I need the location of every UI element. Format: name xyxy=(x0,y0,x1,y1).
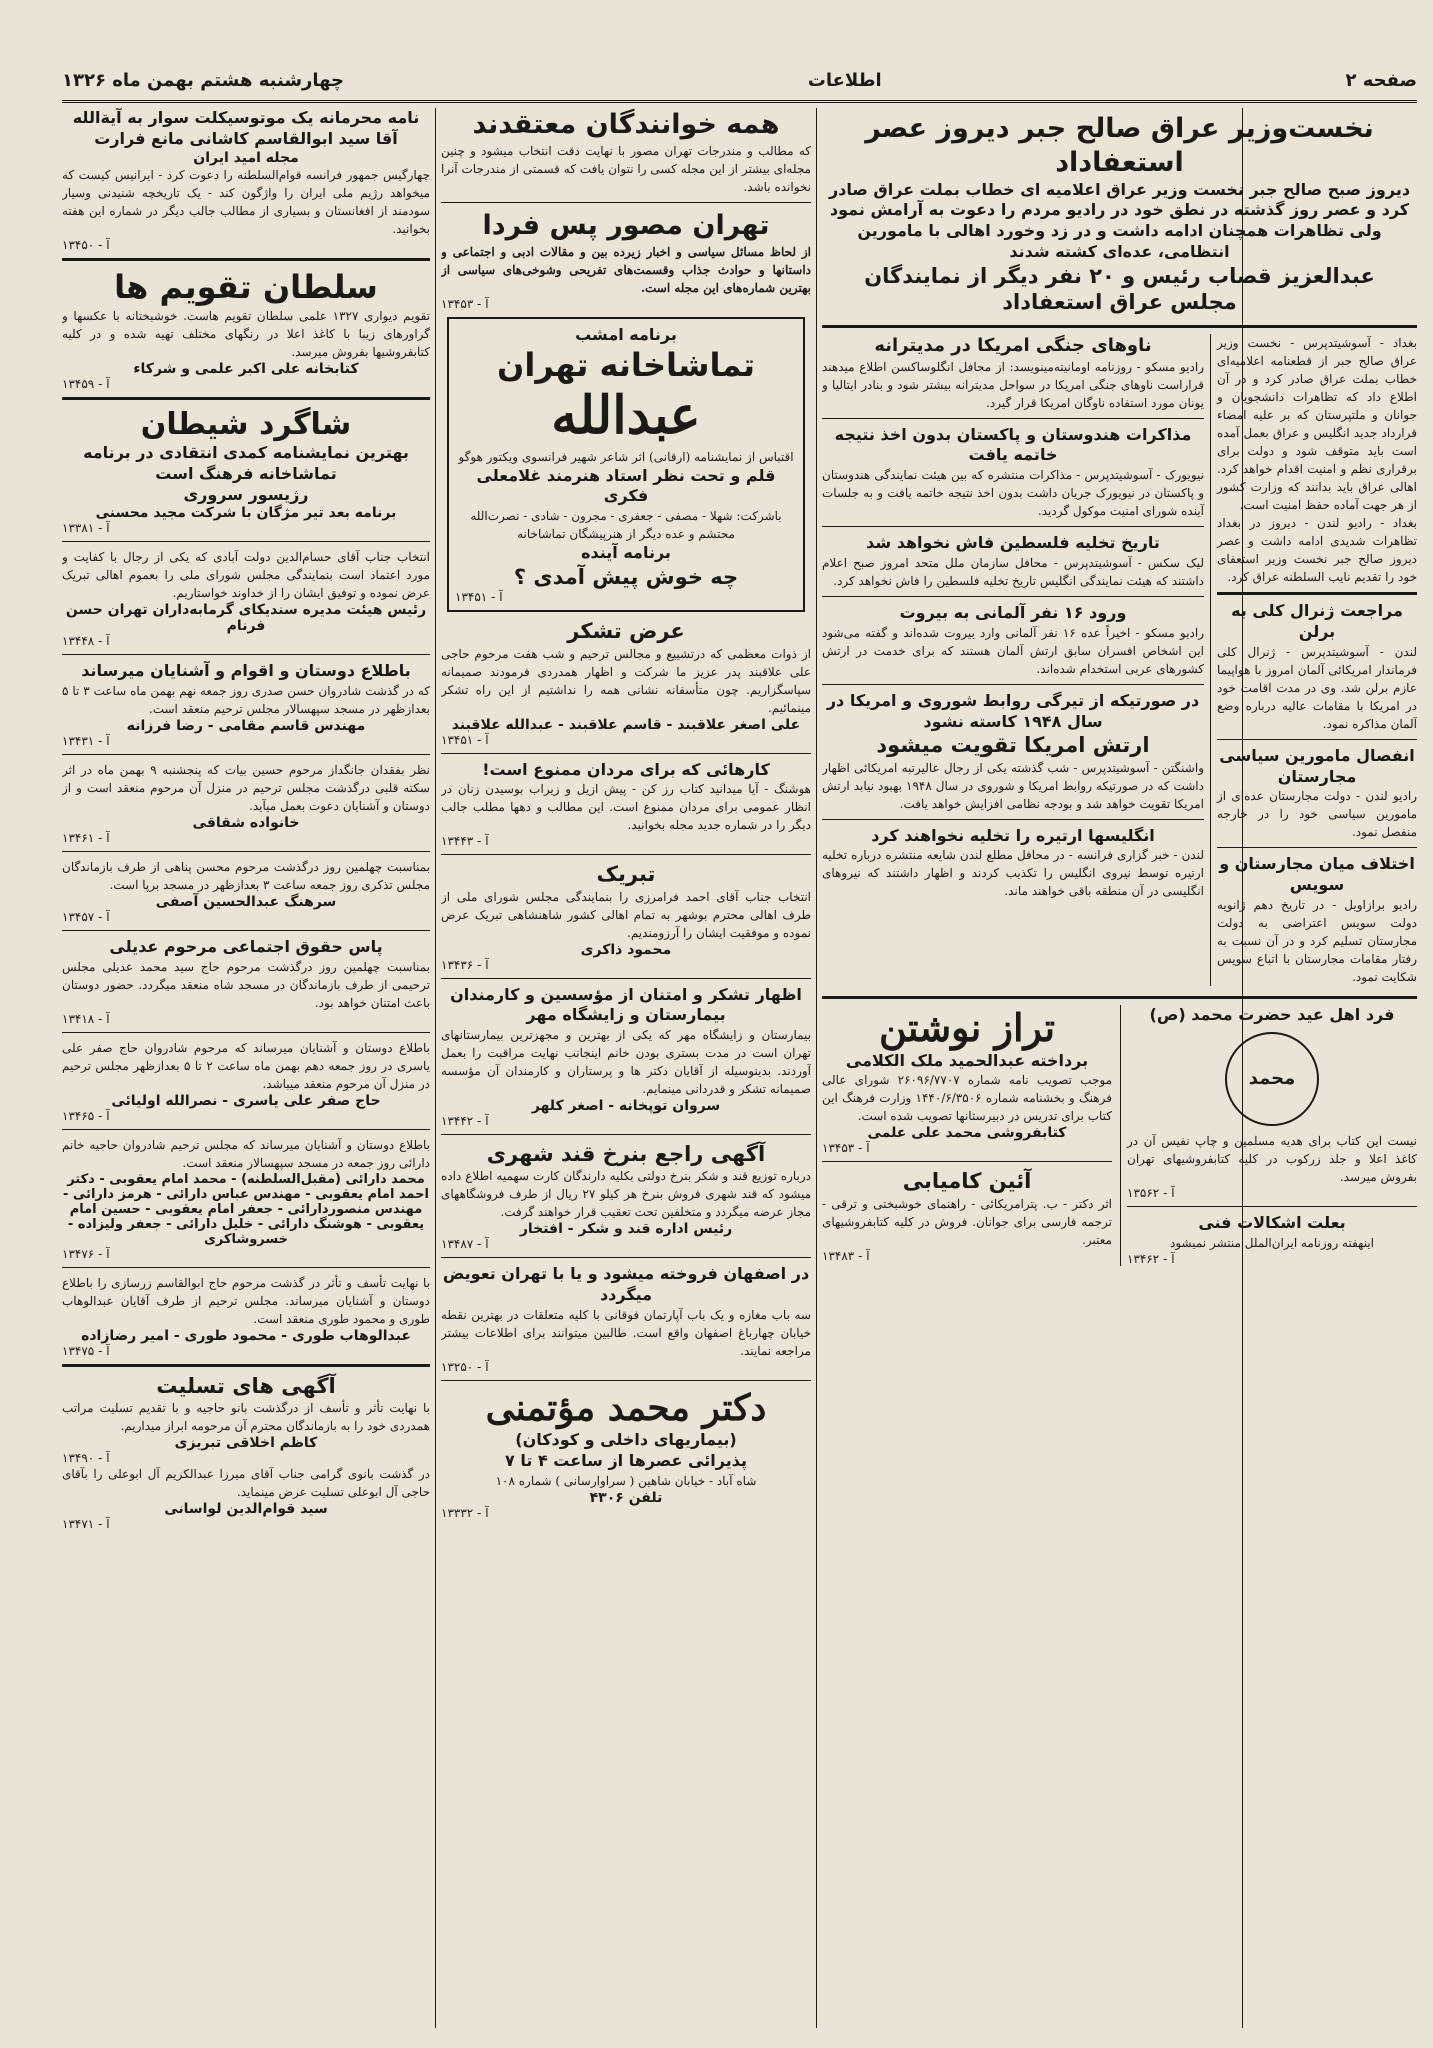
beirut-body: رادیو مسکو - اخیراً عده ۱۶ نفر آلمانی وارد بیروت شده‌اند و گفته می‌شود این اشخاص افسران سابق ارتش آلمان هستند که برای خدمت در ارتش کشورهای عربی استخدام شده‌اند. xyxy=(822,625,1205,676)
election-body: انتخاب جناب آقای حسام‌الدین دولت آبادی که یکی از رجال با کفایت و مورد اعتماد است بنمایندگی مجلس شورای ملی را بعموم اهالی تبریک عرض نموده و توفیق ایشان را از خداوند خواستاریم. xyxy=(62,550,430,601)
palestine-title: تاریخ تخلیه فلسطین فاش نخواهد شد xyxy=(866,533,1160,553)
magazine-code: آ - ۱۳۴۵۳ xyxy=(441,296,489,311)
thanks-code: آ - ۱۳۴۵۱ xyxy=(441,732,489,747)
ad2-body: نیست این کتاب برای هدیه مسلمین و چاپ نفیس آن در کاغذ اعلا و جلد زرکوب در کلیه کتابفروشیهای تهران بفروش میرسد. xyxy=(1127,1133,1417,1184)
condolence-title: آگهی های تسلیت xyxy=(156,1374,336,1399)
left-column xyxy=(62,108,430,2028)
ad-book-seal xyxy=(1120,1005,1417,1266)
ad1-subtitle: برداخته عبدالحمید ملک الکلامی xyxy=(845,1050,1089,1070)
page-number: صفحه ۲ xyxy=(1345,69,1417,91)
ad3-body: اثر دکتر - ب. پترامریکائی - راهنمای خوشبختی و ترقی - ترجمه فارسی برای جوانان. فروش در کلیه کتابفروشیهای معتبر. xyxy=(822,1196,1112,1247)
beirut-title: ورود ۱۶ نفر آلمانی به بیروت xyxy=(899,602,1127,622)
theatre-credits: اقتباس از نمایشنامه (ارقانی) اثر شاعر شهیر فرانسوی ویکتور هوگو xyxy=(458,449,794,464)
army-subheadline: در صورتیکه از تیرگی روابط شوروی و امریکا در سال ۱۹۴۸ کاسته نشود xyxy=(826,690,1200,731)
column-rule xyxy=(435,108,436,2028)
congrats-body: انتخاب جناب آقای احمد فرامرزی را بنمایندگی مجلس شورای ملی از طرف اهالی محترم بوشهر به تمام اهالی کشور شاهنشاهی تبریک عرض نموده و موفقیت ایشان را آرزومندیم. xyxy=(441,889,811,940)
diplomats-title: انفصال مامورین سیاسی مجارستان xyxy=(1219,745,1415,786)
notice5-code: آ - ۱۳۴۶۵ xyxy=(62,1109,110,1124)
notice2-signer: خانواده شقاقی xyxy=(192,815,300,832)
notice1-body: که در گذشت شادروان حسن صدری روز جمعه نهم بهمن ماه ساعت ۳ تا ۵ بعدازظهر در مسجد سپهسالار مجلس ترحیم منعقد است. xyxy=(62,684,430,717)
army-body: واشنگتن - آسوشیتدپرس - شب گذشته یکی از رجال عالیرتبه امریکائی اظهار داشت که در صورتیکه روابط امریکا و شوروی در سال ۱۹۴۸ بهبود نیابد ارتش امریکا تقویت خواهد شد و بودجه نظامی افزایش خواهد یافت. xyxy=(822,760,1204,811)
notice5-signer: حاج صفر علی یاسری - نصرالله اولیائی xyxy=(111,1093,381,1110)
notice6-signers: محمد دارائی (مقبل‌السلطنه) - محمد امام یعقوبی - دکتر احمد امام یعقوبی - مهندس عباس دارائی - هرمز دارائی - مهندس منصوردارائی - جعفر امام یعقوبی - حسین امام یعقوبی - هوشنگ دارائی - خلیل دارائی - جعفر ولیزاده - خسروشاکری xyxy=(63,1172,429,1248)
hospital-signer: سروان توپخانه - اصغر کلهر xyxy=(531,1098,721,1115)
thanks-body: از ذوات معظمی که درتشییع و مجالس ترحیم و شب هفت مرحوم حاجی علی علاقبند پدر عزیز ما شرکت و اظهار همدردی فرمودند صمیمانه سپاسگزاریم. چون متأسفانه نشانی همه را نداشتیم از این راه تشکر مینمائیم. xyxy=(441,646,811,715)
notice6-code: آ - ۱۳۴۷۶ xyxy=(62,1247,110,1262)
doctor-code: آ - ۱۳۳۳۲ xyxy=(441,1505,489,1520)
letter-body: چهارگیس جمهور فرانسه قوام‌السلطنه را دعوت کرد - ایرانیس کیست که میخواهد رژیم ملی ایران را واژگون کند - یک تاریخچه شنیدنی وسیار سودمند از افغانستان و بسیاری از مطالب جالب دیگر در شماره این هفته بخوانید. xyxy=(62,167,430,236)
hospital-title: اظهار تشکر و امتنان از مؤسسین و کارمندان بیمارستان و زایشگاه مهر xyxy=(450,984,802,1025)
issue-date: چهارشنبه هشتم بهمن ماه ۱۳۲۶ xyxy=(62,69,345,91)
warships-title: ناوهای جنگی امریکا در مدیترانه xyxy=(874,335,1152,357)
doctor-name: دکتر محمد مؤتمنی xyxy=(485,1387,767,1430)
condolence-body-1: با نهایت تأثر و تأسف از درگذشت بانو حاجیه و با تقدیم تسلیت مراتب همدردی خود را به بازماندگان محترم آن مرحومه ابراز میداریم. xyxy=(62,1401,430,1434)
notice4-code: آ - ۱۳۴۱۸ xyxy=(62,1012,110,1027)
hospital-body: بیمارستان و زایشگاه مهر که یکی از بهترین و مجهزترین بیمارستانهای تهران است در مدت بستری بودن خانم اینجانب نهایت مراقبت را بعمل آوردند. بدینوسیله از آقایان دکتر ها و پرستاران و کارمندان آن مؤسسه صمیمانه تشکر و قدردانی مینمایم. xyxy=(441,1028,811,1097)
center-headline: همه خوانندگان معتقدند xyxy=(472,109,780,140)
lead-headline: نخست‌وزیر عراق صالح جبر دیروز عصر استعفاداد xyxy=(865,113,1374,178)
calendar-signer: کتابخانه علی اکبر علمی و شرکاء xyxy=(133,360,359,377)
letter-note: مجله امید ایران xyxy=(193,149,299,166)
satan-director: رژیسور سروری xyxy=(183,484,309,504)
notice7-code: آ - ۱۳۴۷۵ xyxy=(62,1344,110,1359)
theatre-code: آ - ۱۳۴۵۱ xyxy=(455,590,503,605)
general-body: لندن - آسوشیتدپرس - ژنرال کلی فرماندار امریکائی آلمان امروز با هواپیما عازم برلن شد. وی در مدت اقامت خود در امریکا با مقامات عالیه درباره وضع آلمان مذاکره نمود. xyxy=(1217,644,1417,731)
isfahan-code: آ - ۱۳۲۵۰ xyxy=(441,1360,489,1375)
eritrea-title: انگلیسها ارتیره را تخلیه نخواهند کرد xyxy=(871,825,1155,845)
notice6-body: باطلاع دوستان و آشنایان میرساند که مجلس ترحیم شادروان حاجیه خانم دارائی روز جمعه در مسجد سپهسالار منعقد است. xyxy=(62,1138,430,1171)
ad1-body: موجب تصویب نامه شماره ۲۶۰۹۶/۷۷۰۷ شورای عالی فرهنگ و بخشنامه شماره ۱۴۴۰/۶/۳۵۰۶ وزارت فرهنگ این کتاب برای تدریس در دبیرستانها تصویب شده است. xyxy=(822,1073,1112,1124)
diplomats-body: رادیو لندن - دولت مجارستان عده‌ای از مامورین سیاسی خود را در خارجه منفصل نمود. xyxy=(1217,789,1417,840)
narrow-subcolumn xyxy=(1210,334,1417,986)
ad1-title: تراز نوشتن xyxy=(878,1004,1056,1050)
theatre-next: چه خوش پیش آمدی ؟ xyxy=(513,565,739,590)
notice7-signer: عبدالوهاب طوری - محمود طوری - امیر رضازاده xyxy=(81,1328,411,1345)
talks-title: مذاکرات هندوستان و پاکستان بدون اخذ نتیجه خاتمه یافت xyxy=(834,424,1192,465)
ad1-code: آ - ۱۳۴۵۳ xyxy=(822,1141,870,1156)
satan-cast: برنامه بعد تیر مژگان با شرکت مجید محسنی xyxy=(95,505,397,522)
notice3-signer: سرهنگ عبدالحسین آصفی xyxy=(155,894,337,911)
ad1-seller: کتابفروشی محمد علی علمی xyxy=(867,1125,1067,1142)
magazine-title: تهران مصور پس فردا xyxy=(482,209,770,241)
ad2-code: آ - ۱۳۵۶۲ xyxy=(1127,1185,1175,1200)
sugar-signer: رئیس اداره قند و شکر - افتخار xyxy=(519,1221,733,1238)
right-ads-row xyxy=(822,1005,1417,1266)
theatre-play: عبدالله xyxy=(551,385,701,447)
forbidden-title: کارهائی که برای مردان ممنوع است! xyxy=(482,759,770,779)
letter-code: آ - ۱۳۴۵۰ xyxy=(62,237,110,252)
ad4-title: بعلت اشکالات فنی xyxy=(1198,1212,1346,1232)
doctor-spec: (بیماریهای داخلی و کودکان) xyxy=(515,1430,737,1450)
condolence-signer-1: کاظم اخلاقی تبریزی xyxy=(174,1435,318,1452)
notice7-body: با نهایت تأسف و تأثر در گذشت مرحوم حاج ابوالقاسم زرسازی را باطلاع دوستان و آشنایان میرساند. مجلس ترحیم از طرف آقایان عبدالوهاب طوری و محمود طوری منعقد است. xyxy=(62,1276,430,1327)
theatre-director: قلم و تحت نظر استاد هنرمند غلامعلی فکری xyxy=(476,465,776,506)
doctor-hours: پذیرائی عصرها از ساعت ۴ تا ۷ xyxy=(505,1451,747,1471)
calendar-title: سلطان تقویم ها xyxy=(114,267,378,306)
center-column xyxy=(441,108,811,2028)
paper-name: اطلاعات xyxy=(807,69,882,91)
hospital-code: آ - ۱۳۴۴۲ xyxy=(441,1114,489,1129)
masthead xyxy=(62,60,1417,103)
talks-body: نیویورک - آسوشیتدپرس - مذاکرات منتشره که بین هیئت نمایندگی هندوستان و پاکستان در نیویورک جریان داشت بدون اخذ نتیجه خاتمه یافت و به جلسات آینده شورای امنیت موکول گردید. xyxy=(822,468,1204,519)
ad4-body: اینهفته روزنامه ایران‌الملل منتشر نمیشود xyxy=(1169,1235,1375,1250)
satan-code: آ - ۱۳۳۸۱ xyxy=(62,521,110,536)
notice4-title: پاس حقوق اجتماعی مرحوم عدیلی xyxy=(109,937,383,957)
eritrea-body: لندن - خبر گزاری فرانسه - در محافل مطلع لندن شایعه منتشره درباره تخلیه ارتیره توسط نیروی انگلیس را تکذیب کردند و اظهار داشتند که نیروهای انگلیسی در آن منطقه باقی خواهند ماند. xyxy=(822,848,1204,899)
swiss-body: رادیو برازاویل - در تاریخ دهم ژانویه دولت سویس اعتراضی به دولت مجارستان تسلیم کرد و در آن نسبت به رفتار مقامات مجارستان با اتباع سویس شکایت نمود. xyxy=(1217,897,1417,984)
satan-title: شاگرد شیطان xyxy=(140,406,352,442)
lead-subheadline-2: عبدالعزیز قصاب رئیس و ۲۰ نفر دیگر از نمایندگان مجلس عراق استعفاداد xyxy=(864,263,1375,314)
theatre-cast: باشرکت: شهلا - مصفی - جعفری - مجرون - شادی - نصرت‌الله محتشم و عده دیگر از هنرپیشگان تماشاخانه xyxy=(470,509,782,542)
theatre-name: تماشاخانه تهران xyxy=(497,346,755,385)
seal-emblem: محمد xyxy=(1225,1032,1319,1126)
center-intro: که مطالب و مندرجات تهران مصور با نهایت دقت انتخاب میشود و چنین مجله‌ای بیشتر از این مجله کسی را نتوان یافت که قسمتی از مندرجات آنرا نخوانده باشد. xyxy=(441,143,811,194)
condolence-code-2: آ - ۱۳۴۷۱ xyxy=(62,1517,110,1532)
swiss-title: اختلاف میان مجارستان و سویس xyxy=(1219,854,1415,895)
condolence-body-2: در گذشت بانوی گرامی جناب آقای میرزا عبدالکریم آل ابوعلی را بآقای حاجی آل ابوعلی تسلیت عرض مینماید. xyxy=(62,1467,430,1500)
isfahan-body: سه باب مغازه و یک باب آپارتمان فوقانی با کلیه متعلقات در بهترین نقطه خیابان چهارباغ اصفهان واقع است. طالبین میتوانند برای اطلاعات بیشتر مراجعه نمایند. xyxy=(441,1308,811,1359)
sugar-body: درباره توزیع قند و شکر بنرخ دولتی بکلیه دارندگان کارت سهمیه اطلاع داده میشود که قند شهری فروش بنرخ هر کیلو ۲۷ ریال از طرف فروشگاههای مجاز عرضه میگردد و متخلفین تحت تعقیب قرار خواهند گرفت. xyxy=(441,1169,811,1220)
thanks-signers: علی اصغر علاقبند - قاسم علاقبند - عبدالله علاقبند xyxy=(451,716,801,733)
congrats-code: آ - ۱۳۴۳۶ xyxy=(441,957,489,972)
ad2-title: فرد اهل عید حضرت محمد (ص) xyxy=(1149,1004,1395,1024)
election-signer: رئیس هیئت مدیره سندیکای گرمابه‌داران تهران حسن فرنام xyxy=(65,602,427,635)
doctor-address: شاه آباد - خیابان شاهین ( سراوارسانی ) شماره ۱۰۸ xyxy=(495,1473,757,1488)
palestine-body: لیک سکس - آسوشیتدپرس - محافل سازمان ملل متحد امروز صبح اعلام داشتند که هیئت نمایندگی انگلیس تاریخ تخلیه فلسطین را فاش نخواهد کرد. xyxy=(822,555,1204,588)
wide-subcolumn xyxy=(822,334,1204,986)
condolence-code-1: آ - ۱۳۴۹۰ xyxy=(62,1451,110,1466)
magazine-body: از لحاظ مسائل سیاسی و اخبار زیرده بین و مقالات ادبی و اجتماعی و داستانها و حوادث جذاب وقسمت‌های تفریحی وشوخی‌های سیاسی از بهترین شماره‌های این مجله است. xyxy=(441,244,811,295)
sugar-code: آ - ۱۳۴۸۷ xyxy=(441,1237,489,1252)
notice2-code: آ - ۱۳۴۶۱ xyxy=(62,831,110,846)
notice1-signer: مهندس قاسم مقامی - رضا فرزانه xyxy=(126,718,366,735)
lead-subheadline: دیروز صبح صالح جبر نخست وزیر عراق اعلامیه ای خطاب بملت عراق صادر کرد و عصر روز گذشته در نطق خود در رادیو مردم را دعوت به آرامش نمود ولی تظاهرات همچنان ادامه داشت و در زد وخورد اهالی با مامورین انتظامی، عده‌ای کشته شدند xyxy=(828,179,1411,261)
notice3-body: بمناسبت چهلمین روز درگذشت مرحوم محسن پناهی از طرف بازماندگان مجلس تذکری روز جمعه ساعت ۳ بعدازظهر در مسجد برپا است. xyxy=(62,860,430,893)
lead-body-2: بغداد - رادیو لندن - دیروز در بغداد تظاهرات شدیدی ادامه داشت و عصر دیروز صالح جبر نخست وزیر استعفای خود را تقدیم نایب السلطنه عراق کرد. xyxy=(1217,516,1417,585)
lead-article xyxy=(822,108,1417,319)
forbidden-body: هوشنگ - آیا میدانید کتاب رز کن - پیش ازیل و زیراب بوسیدن زنان در انظار عمومی برای مردان ممنوع است. این مطالب و دهها مطلب جالب دیگر را در شماره جدید مجله بخوانید. xyxy=(441,782,811,833)
doctor-phone: تلفن ۴۳۰۶ xyxy=(589,1489,663,1506)
ad-book-taraz xyxy=(822,1005,1112,1266)
congrats-title: تبریک xyxy=(596,862,656,887)
general-title: مراجعت ژنرال کلی به برلن xyxy=(1231,601,1403,641)
isfahan-title: در اصفهان فروخته میشود و یا با تهران تعویض میگردد xyxy=(442,1264,810,1305)
congrats-signer: محمود ذاکری xyxy=(580,941,672,958)
ad3-code: آ - ۱۳۴۸۳ xyxy=(822,1248,870,1263)
calendar-body: تقویم دیواری ۱۳۲۷ علمی سلطان تقویم هاست. خوشبختانه با عکسها و گراورهای زیبا با کاغذ اعلا در رنگهای مختلف تهیه شده و در کلیه کتابفروشیها بفروش میرسد. xyxy=(62,308,430,359)
column-rule xyxy=(816,108,817,2028)
army-title: ارتش امریکا تقویت میشود xyxy=(876,733,1150,758)
notice5-body: باطلاع دوستان و آشنایان میرساند که مرحوم شادروان حاج صفر علی یاسری در روز جمعه دهم بهمن ماه ساعت ۲ تا ۵ بعدازظهر مجلس ترحیم در منزل آن مرحوم منعقد میباشد. xyxy=(62,1041,430,1092)
theatre-next-lead: برنامه آینده xyxy=(581,543,671,563)
ad3-title: آئین کامیابی xyxy=(902,1169,1032,1194)
theatre-lead: برنامه امشب xyxy=(575,324,677,344)
letter-title: نامه محرمانه یک موتوسیکلت سوار به آیة‌الله آقا سید ابوالقاسم کاشانی مانع فرارت xyxy=(72,108,420,148)
notice3-code: آ - ۱۳۴۵۷ xyxy=(62,910,110,925)
notice4-body: بمناسبت چهلمین روز درگذشت مرحوم حاج سید محمد عدیلی مجلس ترحیمی از طرف بازماندگان در مسجد شاه منعقد میگردد. حضور دوستان باعث امتنان خواهد بود. xyxy=(62,960,430,1011)
condolence-signer-2: سید قوام‌الدین لواسانی xyxy=(164,1501,328,1518)
ad4-code: آ - ۱۳۴۶۲ xyxy=(1127,1251,1175,1266)
calendar-code: آ - ۱۳۴۵۹ xyxy=(62,376,110,391)
notice1-title: باطلاع دوستان و اقوام و آشنایان میرساند xyxy=(81,661,411,681)
notice2-body: نظر بفقدان جانگداز مرحوم حسین بیات که پنجشنبه ۹ بهمن ماه در اثر سکته قلبی درگذشت مجلس ترحیم در منزل آن مرحوم منعقد است و از دوستان و آشنایان دعوت بعمل میآید. xyxy=(62,763,430,814)
thanks-title: عرض تشکر xyxy=(567,619,685,644)
notice1-code: آ - ۱۳۴۳۱ xyxy=(62,734,110,749)
satan-sub: بهترین نمایشنامه کمدی انتقادی در برنامه تماشاخانه فرهنگ است xyxy=(83,443,409,483)
warships-body: رادیو مسکو - روزنامه اومانیته‌مینویسد: از محافل انگلوساکسن اطلاع میدهند قراراست ناوهای جنگی امریکا در سواحل مدیترانه بیشتر شود و بنادر ایتالیا و یونان مورد استفاده ناوگان امریکا قرار گیرد. xyxy=(822,359,1204,410)
theatre-ad xyxy=(447,317,805,613)
right-column-group xyxy=(822,108,1417,2028)
lead-body: بغداد - آسوشیتدپرس - نخست وزیر عراق صالح جبر از قطعنامه اعلامیه‌ای خطاب بملت عراق صادر کرد و در آن اطلاع داد که تظاهرات دانشجویان و جوانان و ملتپرستان که بر علیه امضاء قرارداد جدید انگلیس و عراق بعمل آمده است باید متوقف شود و دولت برای برقراری نظم و امنیت اقدام خواهد کرد. اهالی عراق باید بدانند که وزارت کشور از هر جهت آماده حفظ امنیت است. xyxy=(1217,336,1417,513)
sugar-title: آگهی راجع بنرخ قند شهری xyxy=(486,1142,766,1167)
election-code: آ - ۱۳۴۴۸ xyxy=(62,634,110,649)
forbidden-code: آ - ۱۳۴۴۳ xyxy=(441,834,489,849)
